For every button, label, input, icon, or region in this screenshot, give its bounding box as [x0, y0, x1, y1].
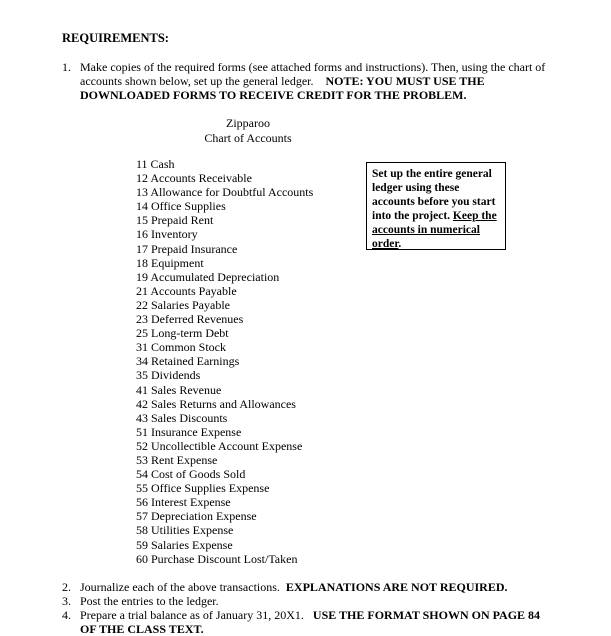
account-item: 52 Uncollectible Account Expense: [136, 438, 303, 453]
account-item: 11 Cash: [136, 157, 175, 171]
requirement-2-plain: Journalize each of the above transactions.: [80, 580, 280, 594]
requirement-1-note: NOTE: YOU MUST USE THE: [325, 74, 485, 88]
requirement-2-number: 2.: [62, 580, 71, 594]
requirement-1-line-2-text: accounts shown below, set up the general ledger.: [80, 74, 314, 88]
account-item: 12 Accounts Receivable: [136, 171, 252, 186]
account-item: 59 Salaries Expense: [136, 537, 233, 552]
account-item: 34 Retained Earnings: [136, 354, 240, 369]
account-item: 55 Office Supplies Expense: [136, 481, 270, 496]
requirement-3-number: 3.: [62, 594, 71, 608]
chart-header: [148, 116, 348, 146]
requirement-1-line-2: [80, 74, 545, 88]
requirement-2-bold: EXPLANATIONS ARE NOT REQUIRED.: [285, 580, 508, 594]
ledger-note-period: .: [398, 238, 402, 250]
requirements-heading: REQUIREMENTS:: [62, 31, 169, 45]
account-item: 14 Office Supplies: [136, 199, 226, 214]
requirement-4-number: 4.: [62, 608, 71, 622]
account-item: 23 Deferred Revenues: [136, 312, 244, 327]
ledger-note-text: Set up the entire general ledger using these accounts before you start into the project.: [372, 168, 496, 222]
ledger-note-box: [366, 162, 506, 250]
account-item: 25 Long-term Debt: [136, 326, 229, 341]
requirement-1-text: [80, 60, 545, 102]
requirement-1-number: 1.: [62, 60, 71, 74]
account-item: 35 Dividends: [136, 368, 201, 383]
requirement-4-bold: USE THE FORMAT SHOWN ON PAGE 84: [312, 608, 541, 622]
chart-of-accounts-title: Chart of Accounts: [204, 131, 292, 145]
account-item: 56 Interest Expense: [136, 495, 231, 510]
account-item: 58 Utilities Expense: [136, 523, 234, 538]
requirement-4-line-1: [80, 608, 540, 622]
account-item: 57 Depreciation Expense: [136, 509, 257, 524]
requirement-4-text: [80, 608, 540, 636]
ledger-note-underlined: Keep the accounts in numerical order: [372, 210, 497, 250]
account-item: 31 Common Stock: [136, 340, 227, 355]
requirement-2-text: [80, 580, 508, 594]
requirement-1-line-3: DOWNLOADED FORMS TO RECEIVE CREDIT FOR THE PROBLEM.: [80, 88, 467, 102]
account-item: 53 Rent Expense: [136, 452, 218, 467]
account-item: 16 Inventory: [136, 227, 198, 242]
account-item: 51 Insurance Expense: [136, 424, 242, 439]
account-item: 42 Sales Returns and Allowances: [136, 396, 296, 411]
company-name: Zipparoo: [226, 116, 270, 130]
account-item: 41 Sales Revenue: [136, 382, 222, 397]
account-item: 54 Cost of Goods Sold: [136, 467, 246, 482]
requirement-1-line-1: Make copies of the required forms (see attached forms and instructions). Then, using the chart of: [80, 60, 546, 74]
requirement-3-text: Post the entries to the ledger.: [80, 594, 219, 608]
account-list: [136, 157, 313, 566]
requirement-4-line-2: OF THE CLASS TEXT.: [80, 622, 204, 636]
account-item: 43 Sales Discounts: [136, 410, 228, 425]
account-item: 22 Salaries Payable: [136, 297, 230, 312]
requirement-4-plain: Prepare a trial balance as of January 31, 20X1.: [80, 608, 304, 622]
account-item: 19 Accumulated Depreciation: [136, 269, 280, 284]
account-item: 17 Prepaid Insurance: [136, 241, 238, 256]
account-item: 18 Equipment: [136, 255, 204, 270]
account-item: 15 Prepaid Rent: [136, 213, 214, 228]
account-item: 13 Allowance for Doubtful Accounts: [136, 185, 314, 200]
account-item: 60 Purchase Discount Lost/Taken: [136, 551, 298, 566]
account-item: 21 Accounts Payable: [136, 283, 237, 298]
